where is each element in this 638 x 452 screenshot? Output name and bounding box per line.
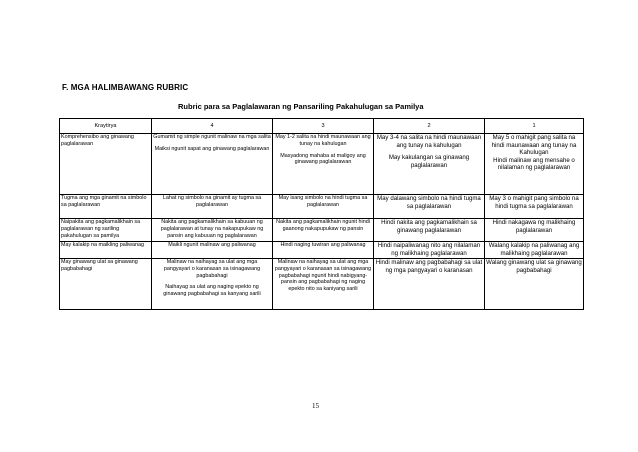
descriptor-text: Hindi malinaw ang mensahe o nilalaman ng paglalarawan [493, 156, 575, 171]
descriptor-text: May kakulangan sa ginawang paglalarawan [388, 154, 470, 169]
table-row [60, 242, 584, 259]
criterion-cell: Naipakita ang pagkamalikhain sa paglalarawan ng sariling pakahulugan sa pamilya [60, 219, 152, 242]
criterion-cell: Tugma ang mga ginamit na simbolo sa paglalarawan [60, 195, 152, 219]
score-2-cell: May dalawang simbolo na hindi tugma sa paglalarawan [374, 195, 485, 219]
descriptor-text: Masyadong mahaba at maligoy ang ginawang paglalarawan [280, 152, 366, 166]
score-3-cell [273, 134, 374, 195]
table-row [60, 134, 584, 195]
header-score-4: 4 [152, 119, 273, 134]
descriptor-text: Malinaw na naihayag sa ulat ang mga pangyayari o karanasan sa isinagawang pagbabahagi [163, 259, 261, 279]
descriptor-text: Maiksi ngunit sapat ang ginawang paglalarawan [154, 145, 270, 152]
score-2-cell [374, 134, 485, 195]
score-4-cell: Maikli ngunit malinaw ang paliwanag [152, 242, 273, 259]
table-header-row [60, 119, 584, 134]
descriptor-text: May 3-4 na salita na hindi maunawaan ang tunay na kahulugan [376, 134, 482, 149]
score-1-cell [485, 134, 584, 195]
score-3-cell: May isang simbolo na hindi tugma sa paglalarawan [273, 195, 374, 219]
rubric-table [59, 118, 584, 310]
score-4-cell: Lahat ng simbolo na ginamit ay tugma sa paglalarawan [152, 195, 273, 219]
score-1-cell: May 3 o mahigit pang simbolo na hindi tugma sa paglalarawan [485, 195, 584, 219]
score-3-cell: Nakita ang pagkamalikhain ngunit hindi gaanong nakapupukaw ng pansin [273, 219, 374, 242]
section-heading: F. MGA HALIMBAWANG RUBRIC [62, 83, 189, 92]
header-score-3: 3 [273, 119, 374, 134]
descriptor-text: Gumamit ng simple ngunit malinaw na mga salita [153, 134, 271, 140]
header-score-2: 2 [374, 119, 485, 134]
descriptor-text: May 5 o mahigit pang salita na hindi maunawaan ang tunay na Kahulugan [491, 134, 577, 156]
criterion-cell: May ginawang ulat sa ginawang pagbabahagi [60, 259, 152, 310]
score-4-cell [152, 259, 273, 310]
table-row [60, 195, 584, 219]
score-2-cell: Hindi naipaliwanag nito ang nilalaman ng malikhaing paglalarawan [374, 242, 485, 259]
table-row [60, 219, 584, 242]
criterion-cell: May kalakip na maikling paliwanag [60, 242, 152, 259]
score-2-cell: Hindi malinaw ang pagbabahagi sa ulat ng mga pangyayari o karanasan [374, 259, 485, 310]
score-4-cell: Nakita ang pagkamalikhain sa kabuuan ng paglalarawan at tunay na nakapupukaw ng pansin ang kabuuan ng paglalarawan [152, 219, 273, 242]
rubric-title: Rubric para sa Paglalawaran ng Pansariling Pakahulugan sa Pamilya [178, 102, 424, 111]
descriptor-text: May 1-2 salita na hindi maunawaan ang tunay na kahulugan [275, 134, 371, 147]
criterion-cell: Komprehensibo ang ginawang paglalarawan [60, 134, 152, 195]
score-4-cell [152, 134, 273, 195]
score-1-cell: Hindi nakagawa ng malikhaing paglalarawan [485, 219, 584, 242]
score-2-cell: Hindi nakita ang pagkamalikhain sa ginawang paglalarawan [374, 219, 485, 242]
header-criteria: Kraytirya [60, 119, 152, 134]
table-row [60, 259, 584, 310]
score-3-cell: Malinaw na naihayag sa ulat ang mga pangyayari o karanasan sa isinagawang pagbabahagi ngunit hindi nabigyang-pansin ang pagbabahagi ng naging epekto nito sa kaniyang sarili [273, 259, 374, 310]
score-3-cell: Hindi naging tuwiran ang paliwanag [273, 242, 374, 259]
page-number: 15 [312, 402, 319, 410]
score-1-cell: Walang kalakip na paliwanag ang malikhaing paglalarawan [485, 242, 584, 259]
score-1-cell: Walang ginawang ulat sa ginawang pagbabahagi [485, 259, 584, 310]
descriptor-text: Naihayag sa ulat ang naging epekto ng ginawang pagbabahagi sa kanyang sarili [163, 284, 261, 298]
header-score-1: 1 [485, 119, 584, 134]
